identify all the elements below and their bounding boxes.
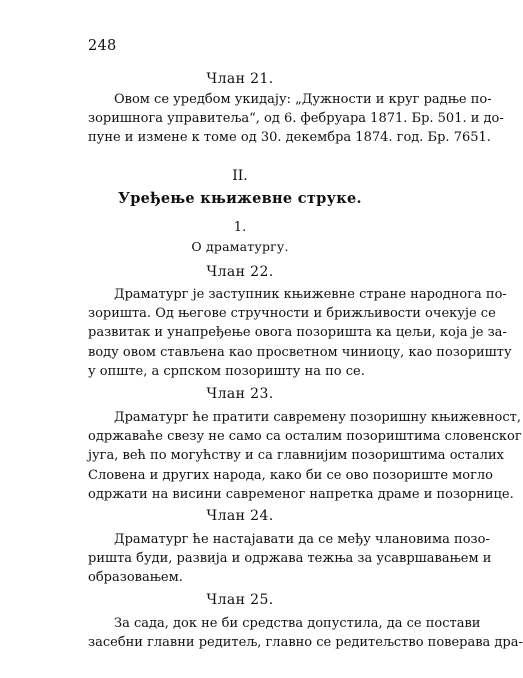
subsection-title: О драматургу.	[191, 239, 289, 254]
article-25-text	[88, 614, 523, 652]
text-line: развитак и унапређење овога позоришта ка цељи, која је за-	[88, 325, 507, 341]
text-line: зоришнога управитеља“, од 6. фебруара 1871. Бр. 501. и до-	[88, 111, 504, 127]
text-line: Драматург је заступник књижевне стране народнога по-	[114, 287, 507, 302]
text-line: образовањем.	[88, 570, 183, 586]
article-24-heading: Члан 24.	[206, 508, 274, 524]
text-line: у опште, а српском позоришту на по се.	[88, 363, 365, 379]
text-line: Словена и других народа, како би се ово позориште могло	[88, 467, 494, 483]
article-23-heading: Члан 23.	[206, 386, 274, 402]
text-line: пуне и измене к томе од 30. декембра 1874. год. Бр. 7651.	[88, 130, 491, 146]
text-line: За сада, док не би средства допустила, да се постави	[114, 616, 481, 631]
article-25-heading: Члан 25.	[206, 592, 274, 608]
article-21-text	[88, 90, 504, 148]
subsection-number: 1.	[233, 220, 247, 235]
page-number: 248	[88, 38, 117, 54]
article-21-heading: Члан 21.	[206, 71, 274, 87]
article-22-heading: Члан 22.	[206, 264, 274, 280]
section-title: Уређење књижевне струке.	[118, 190, 362, 207]
text-line: одржаваће свезу не само са осталим позориштима словенског	[88, 429, 522, 445]
text-line: воду овом стављена као просветном чиниоцу, као позоришту	[88, 344, 512, 360]
section-numeral: II.	[232, 168, 248, 184]
text-line: ришта буди, развија и одржава тежња за усавршавањем и	[88, 551, 492, 567]
text-line: зоришта. Од његове стручности и брижљивости очекује се	[88, 306, 496, 322]
text-line: југа, већ по могућству и са главнијим позориштима осталих	[88, 448, 504, 464]
article-23-text	[88, 408, 522, 504]
article-22-text	[88, 285, 512, 381]
article-24-text	[88, 530, 492, 588]
text-line: Драматург ће пратити савремену позоришну књижевност,	[114, 410, 521, 425]
text-line: одржати на висини савременог напретка драме и позорнице.	[88, 486, 514, 502]
text-line: Овом се уредбом укидају: „Дужности и круг радње по-	[114, 92, 492, 107]
text-line: Драматург ће настајавати да се међу члановима позо-	[114, 532, 490, 547]
text-line: засебни главни редитељ, главно се редитељство поверава дра-	[88, 635, 523, 651]
